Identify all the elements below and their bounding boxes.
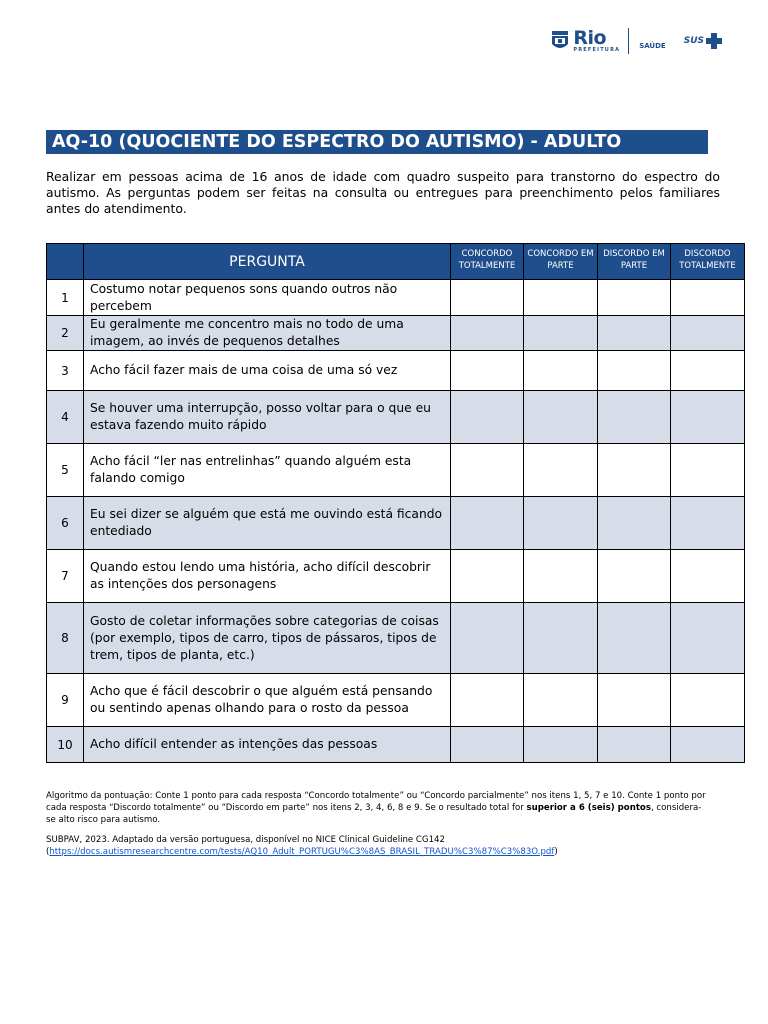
answer-cell-discordo-totalmente[interactable]: [671, 351, 745, 391]
header-logos: [550, 26, 724, 56]
question-text: Quando estou lendo uma história, acho difícil descobrir as intenções dos personagens: [84, 550, 451, 603]
number-column-header: [47, 244, 84, 280]
table-row: [47, 674, 745, 727]
answer-cell-discordo-em-parte[interactable]: [598, 674, 671, 727]
answer-cell-concordo-em-parte[interactable]: [524, 351, 598, 391]
answer-cell-discordo-totalmente[interactable]: [671, 603, 745, 674]
answer-cell-concordo-em-parte[interactable]: [524, 391, 598, 444]
row-number: 4: [47, 391, 84, 444]
question-text: Costumo notar pequenos sons quando outros não percebem: [84, 280, 451, 316]
intro-paragraph: Realizar em pessoas acima de 16 anos de idade com quadro suspeito para transtorno do espectro do autismo. As perguntas podem ser feitas na consulta ou entregues para preenchimento pelos familiares antes do atendimento.: [46, 169, 720, 216]
answer-cell-discordo-em-parte[interactable]: [598, 497, 671, 550]
row-number: 10: [47, 727, 84, 763]
scoring-text: Algoritmo da pontuação: Conte 1 ponto para cada resposta “Concordo totalmente” ou “Concordo parcialmente” nos itens 1, 5, 7 e 10. Conte 1 ponto por cada resposta “Discordo totalmente” ou “Discordo em parte” nos itens 2, 3, 4, 6, 8 e 9. Se o resultado total for: [46, 791, 706, 813]
row-number: 5: [47, 444, 84, 497]
answer-cell-concordo-totalmente[interactable]: [451, 497, 524, 550]
scoring-algorithm-note: [46, 790, 706, 826]
answer-cell-concordo-totalmente[interactable]: [451, 391, 524, 444]
table-row: [47, 316, 745, 351]
question-text: Acho que é fácil descobrir o que alguém está pensando ou sentindo apenas olhando para o rosto da pessoa: [84, 674, 451, 727]
page-title: AQ-10 (QUOCIENTE DO ESPECTRO DO AUTISMO) - ADULTO: [46, 130, 708, 154]
sus-cross-icon: [704, 32, 724, 50]
table-row: [47, 280, 745, 316]
answer-cell-concordo-em-parte[interactable]: [524, 280, 598, 316]
rio-coat-of-arms-icon: [550, 30, 570, 52]
option-header-concordo-em-parte: CONCORDO EM PARTE: [524, 244, 598, 280]
scoring-conclusion: , considera-se alto risco para autismo.: [46, 803, 702, 825]
answer-cell-concordo-totalmente[interactable]: [451, 727, 524, 763]
answer-cell-concordo-totalmente[interactable]: [451, 351, 524, 391]
answer-cell-concordo-em-parte[interactable]: [524, 727, 598, 763]
answer-cell-concordo-totalmente[interactable]: [451, 280, 524, 316]
sus-logo: [684, 32, 724, 50]
table-row: [47, 497, 745, 550]
row-number: 1: [47, 280, 84, 316]
row-number: 9: [47, 674, 84, 727]
question-text: Eu geralmente me concentro mais no todo de uma imagem, ao invés de pequenos detalhes: [84, 316, 451, 351]
answer-cell-concordo-totalmente[interactable]: [451, 444, 524, 497]
question-text: Gosto de coletar informações sobre categorias de coisas (por exemplo, tipos de carro, tipos de pássaros, tipos de trem, tipos de planta, etc.): [84, 603, 451, 674]
question-text: Acho difícil entender as intenções das pessoas: [84, 727, 451, 763]
table-header-row: [47, 244, 745, 280]
answer-cell-discordo-totalmente[interactable]: [671, 444, 745, 497]
answer-cell-concordo-em-parte[interactable]: [524, 444, 598, 497]
answer-cell-concordo-totalmente[interactable]: [451, 603, 524, 674]
scoring-threshold: superior a 6 (seis) pontos: [526, 803, 651, 813]
answer-cell-discordo-em-parte[interactable]: [598, 391, 671, 444]
row-number: 8: [47, 603, 84, 674]
option-header-concordo-totalmente: CONCORDO TOTALMENTE: [451, 244, 524, 280]
row-number: 7: [47, 550, 84, 603]
question-text: Se houver uma interrupção, posso voltar para o que eu estava fazendo muito rápido: [84, 391, 451, 444]
answer-cell-concordo-totalmente[interactable]: [451, 674, 524, 727]
source-text: SUBPAV, 2023. Adaptado da versão portuguesa, disponível no NICE Clinical Guideline CG142: [46, 835, 445, 845]
source-link[interactable]: https://docs.autismresearchcentre.com/tests/AQ10_Adult_PORTUGU%C3%8AS_BRASIL_TRADU%C3%87%C3%83O.pdf: [49, 847, 555, 857]
answer-cell-concordo-totalmente[interactable]: [451, 550, 524, 603]
link-open-paren: (: [46, 847, 50, 857]
row-number: 6: [47, 497, 84, 550]
rio-prefeitura-logo: [550, 26, 621, 54]
saude-logo-text: SAÚDE: [639, 42, 666, 50]
answer-cell-discordo-em-parte[interactable]: [598, 550, 671, 603]
rio-logo-text: Rio: [573, 26, 607, 49]
table-row: [47, 351, 745, 391]
table-row: [47, 550, 745, 603]
answer-cell-discordo-totalmente[interactable]: [671, 674, 745, 727]
row-number: 3: [47, 351, 84, 391]
answer-cell-discordo-em-parte[interactable]: [598, 316, 671, 351]
table-row: [47, 603, 745, 674]
source-reference: [46, 834, 726, 858]
question-text: Acho fácil “ler nas entrelinhas” quando alguém esta falando comigo: [84, 444, 451, 497]
answer-cell-discordo-totalmente[interactable]: [671, 391, 745, 444]
answer-cell-discordo-totalmente[interactable]: [671, 280, 745, 316]
answer-cell-concordo-em-parte[interactable]: [524, 550, 598, 603]
question-text: Acho fácil fazer mais de uma coisa de uma só vez: [84, 351, 451, 391]
link-close-paren: ): [554, 847, 558, 857]
logo-divider: [628, 28, 629, 54]
prefeitura-logo-text: PREFEITURA: [573, 46, 621, 53]
source-link-line: [46, 846, 726, 858]
answer-cell-concordo-em-parte[interactable]: [524, 497, 598, 550]
answer-cell-concordo-totalmente[interactable]: [451, 316, 524, 351]
table-row: [47, 727, 745, 763]
answer-cell-concordo-em-parte[interactable]: [524, 316, 598, 351]
table-row: [47, 444, 745, 497]
answer-cell-concordo-em-parte[interactable]: [524, 603, 598, 674]
option-header-discordo-em-parte: DISCORDO EM PARTE: [598, 244, 671, 280]
answer-cell-concordo-em-parte[interactable]: [524, 674, 598, 727]
answer-cell-discordo-totalmente[interactable]: [671, 316, 745, 351]
row-number: 2: [47, 316, 84, 351]
answer-cell-discordo-totalmente[interactable]: [671, 727, 745, 763]
table-row: [47, 391, 745, 444]
answer-cell-discordo-em-parte[interactable]: [598, 727, 671, 763]
question-column-header: PERGUNTA: [84, 244, 451, 280]
option-header-discordo-totalmente: DISCORDO TOTALMENTE: [671, 244, 745, 280]
answer-cell-discordo-totalmente[interactable]: [671, 550, 745, 603]
answer-cell-discordo-totalmente[interactable]: [671, 497, 745, 550]
answer-cell-discordo-em-parte[interactable]: [598, 351, 671, 391]
answer-cell-discordo-em-parte[interactable]: [598, 444, 671, 497]
question-text: Eu sei dizer se alguém que está me ouvindo está ficando entediado: [84, 497, 451, 550]
answer-cell-discordo-em-parte[interactable]: [598, 603, 671, 674]
answer-cell-discordo-em-parte[interactable]: [598, 280, 671, 316]
questionnaire-table: [46, 243, 745, 763]
sus-logo-text: SUS: [683, 36, 704, 46]
